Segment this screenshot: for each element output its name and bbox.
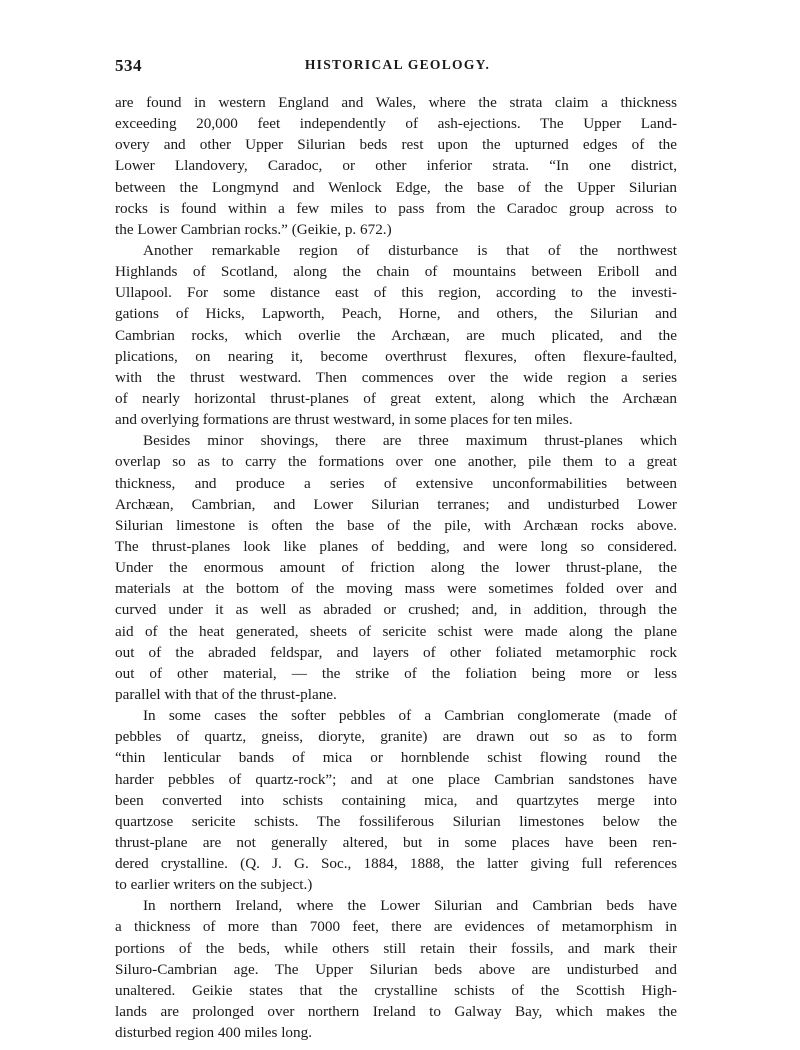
text-line: Archæan, Cambrian, and Lower Silurian terranes; and undisturbed Lower [115, 495, 677, 513]
text-line: Under the enormous amount of friction along the lower thrust-plane, the [115, 559, 677, 577]
text-line: portions of the beds, while others still retain their fossils, and mark their [115, 939, 677, 957]
text-line: and overlying formations are thrust westward, in some places for ten miles. [115, 411, 573, 429]
text-line: pebbles of quartz, gneiss, dioryte, granite) are drawn out so as to form [115, 728, 677, 746]
text-line: Besides minor shovings, there are three maximum thrust-planes which [143, 432, 677, 450]
text-line: thickness, and produce a series of extensive unconformabilities between [115, 474, 677, 492]
text-line: Siluro-Cambrian age. The Upper Silurian beds above are undisturbed and [115, 960, 677, 978]
text-line: unaltered. Geikie states that the crystalline schists of the Scottish High- [115, 981, 677, 999]
body-text [115, 92, 677, 1043]
text-line: exceeding 20,000 feet independently of ash-ejections. The Upper Land- [115, 115, 677, 133]
text-line: are found in western England and Wales, where the strata claim a thickness [115, 94, 677, 111]
paragraph [115, 895, 677, 1043]
text-line: with the thrust westward. Then commences over the wide region a series [115, 368, 677, 386]
text-line: Lower Llandovery, Caradoc, or other inferior strata. “In one district, [115, 157, 677, 175]
text-line: parallel with that of the thrust-plane. [115, 685, 337, 703]
text-line: overlap so as to carry the formations over one another, pile them to a great [115, 453, 677, 471]
text-line: plications, on nearing it, become overthrust flexures, often flexure-faulted, [115, 347, 677, 365]
text-line: a thickness of more than 7000 feet, there are evidences of metamorphism in [115, 918, 677, 936]
text-line: dered crystalline. (Q. J. G. Soc., 1884, 1888, the latter giving full references [115, 855, 677, 873]
text-line: Silurian limestone is often the base of the pile, with Archæan rocks above. [115, 516, 677, 534]
page-header [115, 56, 680, 80]
text-line: overy and other Upper Silurian beds rest upon the upturned edges of the [115, 136, 677, 154]
text-line: of nearly horizontal thrust-planes of great extent, along which the Archæan [115, 389, 677, 407]
text-line: In some cases the softer pebbles of a Cambrian conglomerate (made of [143, 707, 677, 725]
paragraph [115, 92, 677, 240]
text-line: In northern Ireland, where the Lower Silurian and Cambrian beds have [143, 897, 677, 915]
text-line: been converted into schists containing mica, and quartzytes merge into [115, 791, 677, 809]
page-number: 534 [115, 56, 142, 75]
paragraph [115, 430, 677, 705]
text-line: lands are prolonged over northern Ireland to Galway Bay, which makes the [115, 1003, 677, 1021]
text-line: aid of the heat generated, sheets of sericite schist were made along the plane [115, 622, 677, 640]
text-line: Ullapool. For some distance east of this region, according to the investi- [115, 284, 677, 302]
text-line: harder pebbles of quartz-rock”; and at one place Cambrian sandstones have [115, 770, 677, 788]
text-line: “thin lenticular bands of mica or hornblende schist flowing round the [115, 749, 677, 767]
text-line: out of the abraded feldspar, and layers of other foliated metamorphic rock [115, 643, 677, 661]
text-line: thrust-plane are not generally altered, but in some places have been ren- [115, 833, 677, 851]
text-line: materials at the bottom of the moving mass were sometimes folded over and [115, 580, 677, 598]
text-line: curved under it as well as abraded or crushed; and, in addition, through the [115, 601, 677, 619]
text-line: Another remarkable region of disturbance is that of the northwest [143, 241, 677, 259]
text-line: rocks is found within a few miles to pass from the Caradoc group across to [115, 199, 677, 217]
text-line: Cambrian rocks, which overlie the Archæan, are much plicated, and the [115, 326, 677, 344]
text-line: Highlands of Scotland, along the chain of mountains between Eriboll and [115, 263, 677, 281]
text-line: the Lower Cambrian rocks.” (Geikie, p. 672.) [115, 220, 392, 238]
text-line: to earlier writers on the subject.) [115, 876, 313, 894]
text-line: quartzose sericite schists. The fossiliferous Silurian limestones below the [115, 812, 677, 830]
text-line: gations of Hicks, Lapworth, Peach, Horne, and others, the Silurian and [115, 305, 677, 323]
running-head: HISTORICAL GEOLOGY. [304, 57, 491, 72]
text-line: disturbed region 400 miles long. [115, 1024, 312, 1042]
paragraph [115, 705, 677, 895]
text-line: The thrust-planes look like planes of bedding, and were long so considered. [115, 537, 677, 555]
paragraph [115, 240, 677, 430]
text-line: between the Longmynd and Wenlock Edge, the base of the Upper Silurian [115, 178, 677, 196]
text-line: out of other material, — the strike of the foliation being more or less [115, 664, 677, 682]
